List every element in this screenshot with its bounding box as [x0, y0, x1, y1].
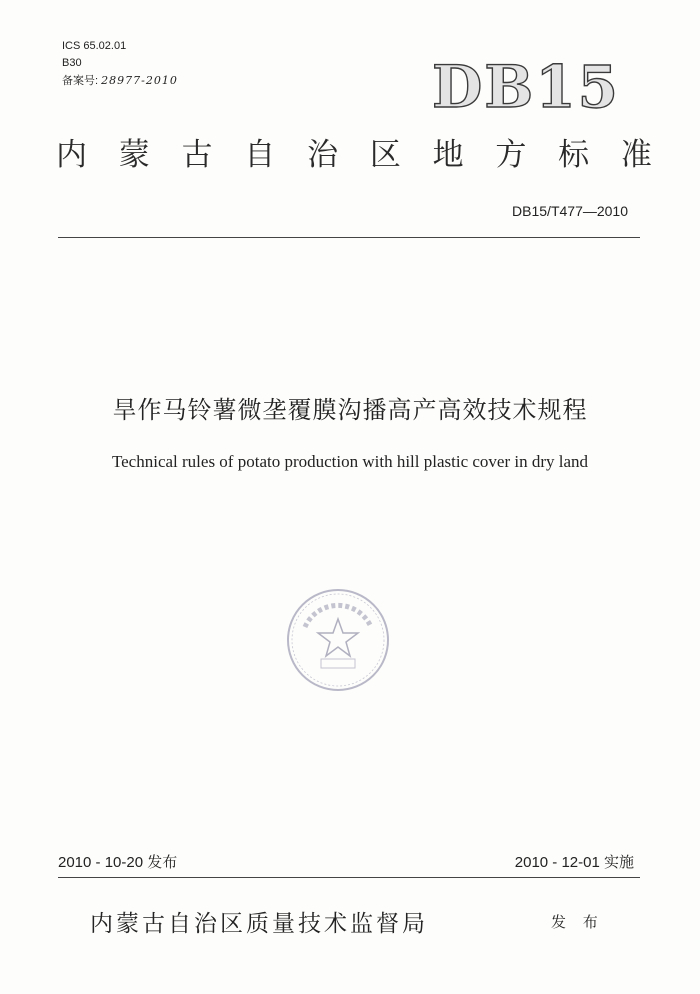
- heading-char: 标: [558, 137, 590, 173]
- heading-char: 治: [307, 137, 339, 173]
- issuing-authority: 内蒙古自治区质量技术监督局: [90, 911, 428, 937]
- classification-code: B30: [62, 57, 82, 69]
- ics-code: ICS 65.02.01: [62, 40, 127, 52]
- record-line: [62, 72, 178, 90]
- heading-char: 古: [181, 137, 213, 173]
- heading-char: 方: [495, 137, 527, 173]
- heading-char: 蒙: [118, 137, 150, 173]
- record-number: 28977-2010: [101, 74, 178, 87]
- bottom-divider: [58, 877, 640, 878]
- metadata-block: [62, 38, 178, 90]
- issue-label: 发 布: [551, 913, 604, 931]
- heading-char: 内: [56, 137, 87, 173]
- title-english: Technical rules of potato production with hill plastic cover in dry land: [111, 452, 589, 471]
- heading-char: 地: [432, 137, 464, 173]
- heading-char: 区: [369, 137, 401, 173]
- title-chinese: 旱作马铃薯微垄覆膜沟播高产高效技术规程: [112, 396, 588, 424]
- heading-char: 自: [244, 137, 276, 173]
- local-standard-heading: [56, 137, 652, 173]
- heading-char: 准: [620, 137, 652, 173]
- implementation-date: 2010 - 12-01 实施: [514, 854, 634, 871]
- db15-logo: DB15: [432, 53, 621, 121]
- standard-number: DB15/T477—2010: [512, 203, 628, 219]
- record-label: 备案号:: [62, 75, 99, 87]
- top-divider: [58, 237, 640, 238]
- official-seal-stamp: [285, 587, 391, 693]
- issue-date: 2010 - 10-20 发布: [58, 854, 178, 871]
